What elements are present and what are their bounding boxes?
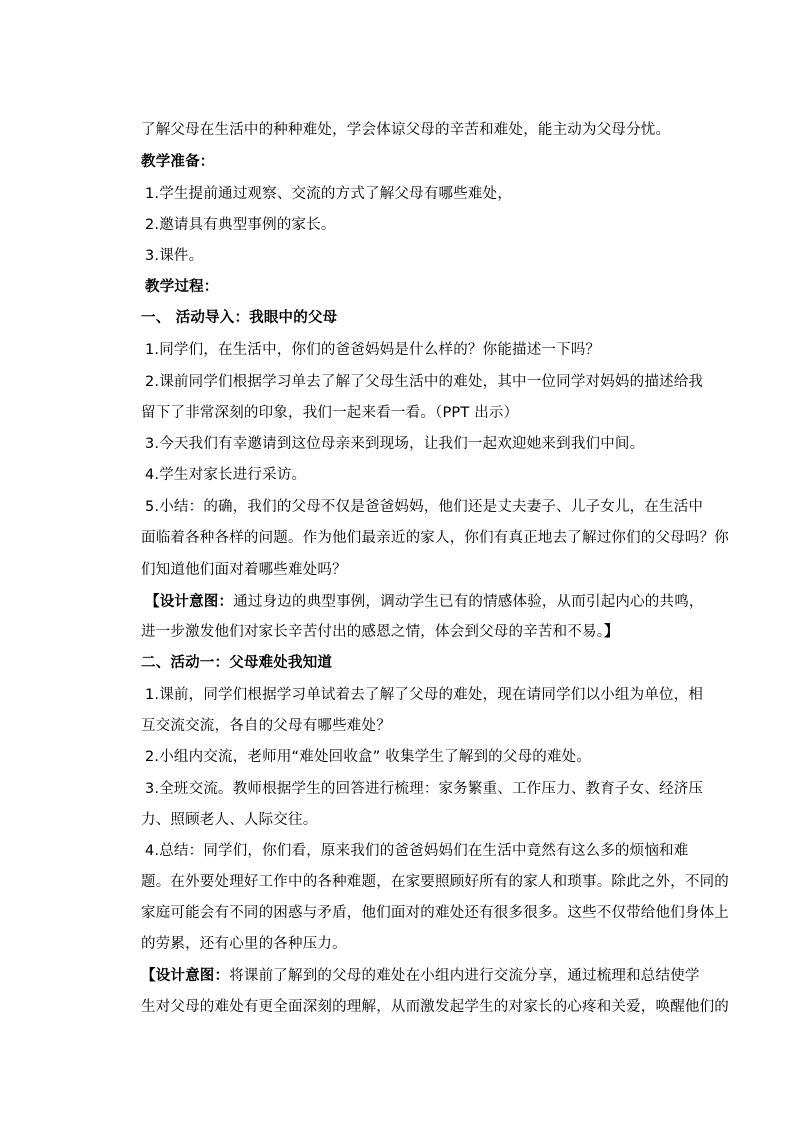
list-item: 1.学生提前通过观察、交流的方式了解父母有哪些难处， — [145, 186, 513, 202]
design-intent-text: 通过身边的典型事例，调动学生已有的情感体验，从而引起内心的共鸣， — [233, 594, 704, 610]
paragraph-line: 的劳累，还有心里的各种压力。 — [141, 936, 347, 952]
list-item: 2.邀请具有典型事例的家长。 — [145, 217, 336, 233]
paragraph-line: 们知道他们面对着哪些难处吗？ — [141, 562, 347, 578]
list-item: 3.课件。 — [145, 248, 204, 264]
paragraph-line: 留下了非常深刻的印象，我们一起来看一看。（PPT 出示） — [141, 405, 519, 421]
design-intent-label: 【设计意图： — [145, 594, 234, 610]
paragraph-line: 面临着各种各样的问题。作为他们最亲近的家人，你们有真正地去了解过你们的父母吗？你 — [141, 530, 729, 546]
section-heading-process: 教学过程： — [145, 279, 219, 295]
paragraph-line: 家庭可能会有不同的困惑与矛盾，他们面对的难处还有很多很多。这些不仅带给他们身体上 — [141, 905, 729, 921]
list-item: 4.学生对家长进行采访。 — [145, 467, 307, 483]
activity-heading-intro: 一、 活动导入：我眼中的父母 — [141, 310, 338, 326]
list-item: 4.总结：同学们，你们看，原来我们的爸爸妈妈们在生活中竟然有这么多的烦恼和难 — [145, 843, 689, 859]
design-intent-close: 】 — [604, 624, 619, 640]
paragraph-line: 题。在外要处理好工作中的各种难题，在家要照顾好所有的家人和琐事。除此之外，不同的 — [141, 874, 729, 890]
paragraph-line: 力、照顾老人、人际交往。 — [141, 812, 318, 828]
design-intent-line — [141, 966, 700, 986]
design-intent-label: 【设计意图： — [141, 968, 230, 984]
list-item: 3.全班交流。教师根据学生的回答进行梳理：家务繁重、工作压力、教育子女、经济压 — [145, 781, 704, 797]
list-item: 2.小组内交流，老师用“难处回收盒” 收集学生了解到的父母的难处。 — [145, 749, 592, 765]
list-item: 1.同学们，在生活中，你们的爸爸妈妈是什么样的？你能描述一下吗？ — [145, 342, 601, 358]
section-heading-preparation: 教学准备： — [141, 154, 215, 170]
paragraph-line: 互交流交流，各自的父母有哪些难处？ — [141, 718, 391, 734]
list-item: 5.小结：的确，我们的父母不仅是爸爸妈妈，他们还是丈夫妻子、儿子女儿，在生活中 — [145, 499, 704, 515]
list-item: 3.今天我们有幸邀请到这位母亲来到现场，让我们一起欢迎她来到我们中间。 — [145, 436, 645, 452]
activity-heading-one: 二、活动一：父母难处我知道 — [141, 655, 333, 671]
list-item: 1.课前，同学们根据学习单试着去了解了父母的难处，现在请同学们以小组为单位，相 — [145, 687, 704, 703]
paragraph-line: 生对父母的难处有更全面深刻的理解，从而激发起学生的对家长的心疼和关爱，唤醒他们的 — [141, 999, 729, 1015]
list-item: 2.课前同学们根据学习单去了解了父母生活中的难处，其中一位同学对妈妈的描述给我 — [145, 374, 704, 390]
design-intent-line — [141, 622, 619, 642]
design-intent-text: 将课前了解到的父母的难处在小组内进行交流分享，通过梳理和总结使学 — [229, 968, 700, 984]
design-intent-line — [145, 592, 704, 612]
design-intent-text: 进一步激发他们对家长辛苦付出的感恩之情，体会到父母的辛苦和不易。 — [141, 624, 605, 640]
paragraph-line: 了解父母在生活中的种种难处，学会体谅父母的辛苦和难处，能主动为父母分忧。 — [141, 122, 671, 138]
